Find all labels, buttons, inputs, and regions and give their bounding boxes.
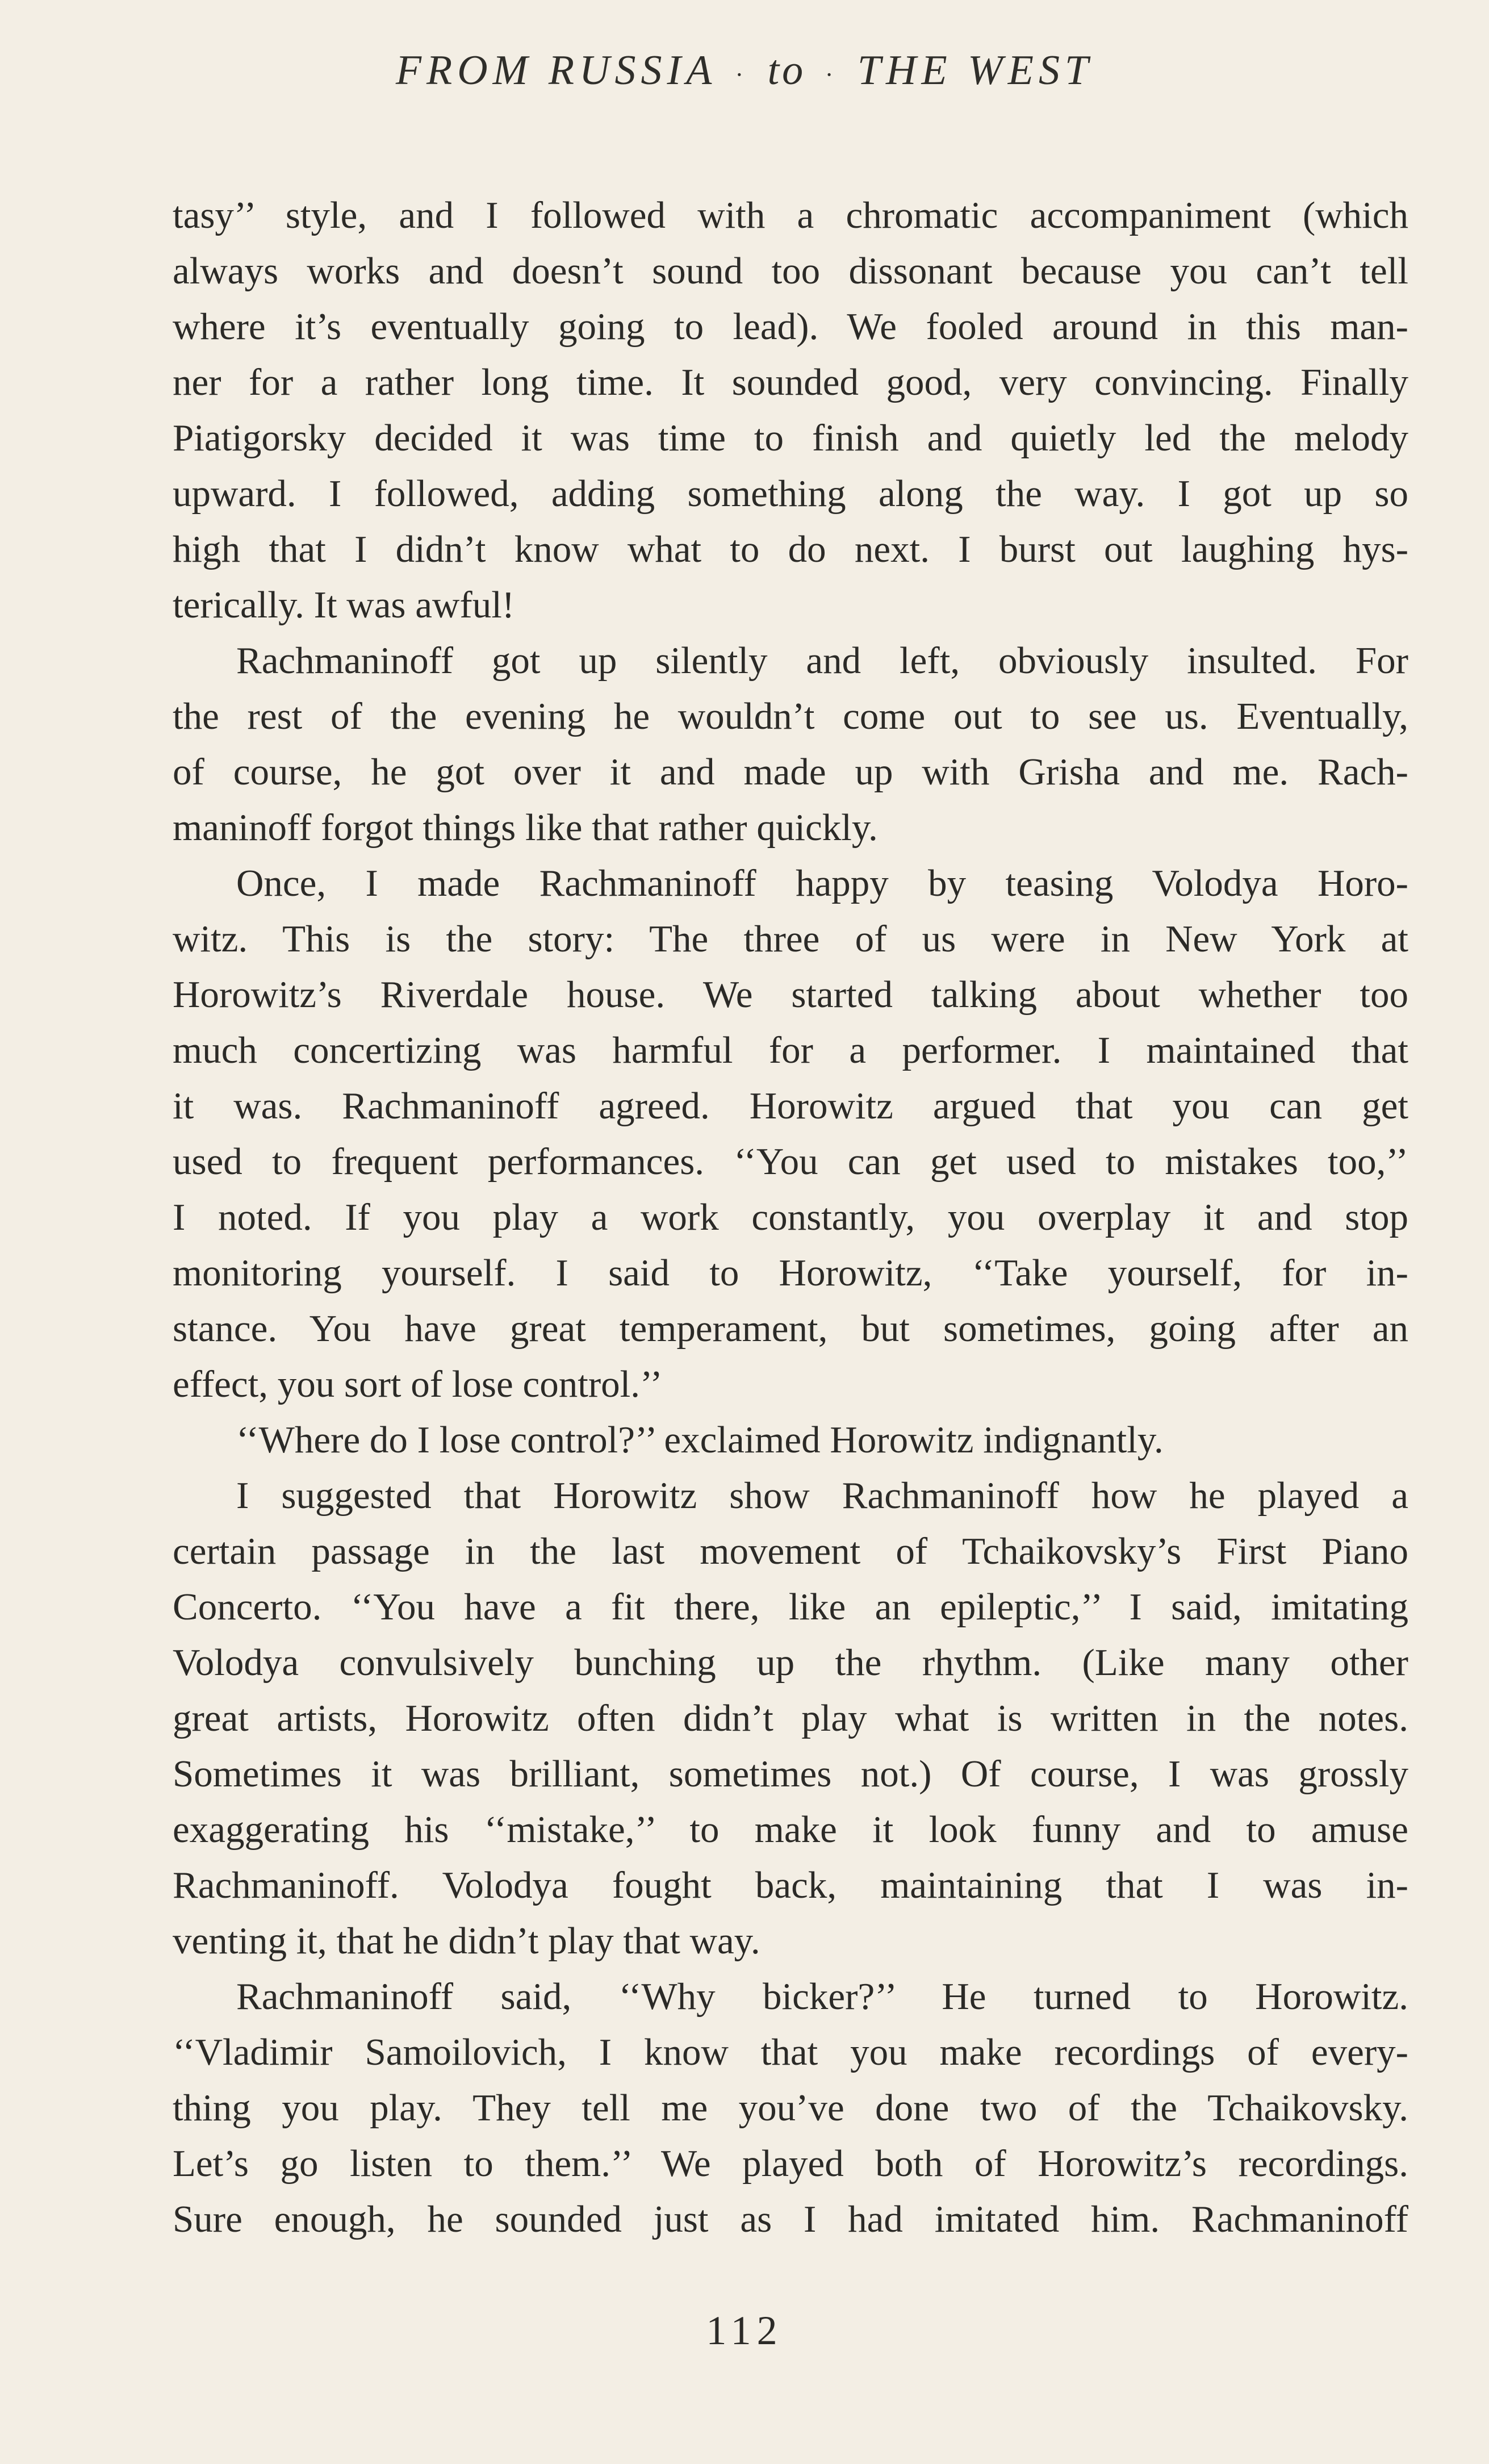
text-line: it was. Rachmaninoff agreed. Horowitz argued that you can get (173, 1085, 1408, 1127)
text-line: Volodya convulsively bunching up the rhythm. (Like many other (173, 1642, 1408, 1684)
text-line: Concerto. ‘‘You have a fit there, like an epileptic,’’ I said, imitating (173, 1586, 1408, 1628)
running-head-separator-2: · (825, 60, 839, 89)
text-line: monitoring yourself. I said to Horowitz, ‘‘Take yourself, for in- (173, 1252, 1408, 1294)
running-head-part-1: FROM RUSSIA (395, 47, 716, 94)
text-line: Sometimes it was brilliant, sometimes not.) Of course, I was grossly (173, 1753, 1408, 1795)
text-line: exaggerating his ‘‘mistake,’’ to make it look funny and to amuse (173, 1809, 1408, 1851)
text-line: ner for a rather long time. It sounded good, very convincing. Finally (173, 361, 1408, 403)
text-line: Sure enough, he sounded just as I had imitated him. Rachmaninoff (173, 2198, 1408, 2240)
text-line: Rachmaninoff. Volodya fought back, maintaining that I was in- (173, 1864, 1408, 1906)
text-line: used to frequent performances. ‘‘You can get used to mistakes too,’’ (173, 1141, 1408, 1183)
text-line: tasy’’ style, and I followed with a chromatic accompaniment (which (173, 194, 1408, 236)
running-head-part-3: THE WEST (857, 47, 1094, 94)
text-line: much concertizing was harmful for a performer. I maintained that (173, 1029, 1408, 1071)
text-line: high that I didn’t know what to do next. I burst out laughing hys- (173, 528, 1408, 570)
text-line: of course, he got over it and made up with Grisha and me. Rach- (173, 751, 1408, 793)
text-line: thing you play. They tell me you’ve done two of the Tchaikovsky. (173, 2087, 1408, 2129)
body-text (173, 187, 1408, 2247)
text-line: Once, I made Rachmaninoff happy by teasing Volodya Horo- (236, 862, 1408, 904)
text-line: effect, you sort of lose control.’’ (173, 1363, 663, 1405)
text-line: Horowitz’s Riverdale house. We started talking about whether too (173, 974, 1408, 1016)
text-line: maninoff forgot things like that rather quickly. (173, 807, 878, 849)
text-line: always works and doesn’t sound too dissonant because you can’t tell (173, 250, 1408, 292)
text-line: the rest of the evening he wouldn’t come out to see us. Eventually, (173, 695, 1408, 737)
running-head (0, 47, 1489, 95)
text-line: venting it, that he didn’t play that way. (173, 1920, 760, 1962)
running-head-part-2: to (767, 47, 806, 94)
text-line: certain passage in the last movement of Tchaikovsky’s First Piano (173, 1530, 1408, 1572)
text-line: Piatigorsky decided it was time to finish and quietly led the melody (173, 417, 1408, 459)
text-line: ‘‘Vladimir Samoilovich, I know that you make recordings of every- (173, 2031, 1408, 2073)
running-head-separator-1: · (735, 60, 749, 89)
text-line: terically. It was awful! (173, 584, 515, 626)
text-line: Rachmaninoff got up silently and left, obviously insulted. For (236, 640, 1408, 682)
text-line: stance. You have great temperament, but sometimes, going after an (173, 1308, 1408, 1350)
text-line: Let’s go listen to them.’’ We played both of Horowitz’s recordings. (173, 2143, 1408, 2185)
text-line: witz. This is the story: The three of us were in New York at (173, 918, 1408, 960)
text-line: I noted. If you play a work constantly, you overplay it and stop (173, 1196, 1408, 1238)
text-line: upward. I followed, adding something along the way. I got up so (173, 473, 1408, 515)
text-line: ‘‘Where do I lose control?’’ exclaimed Horowitz indignantly. (236, 1419, 1164, 1461)
text-line: Rachmaninoff said, ‘‘Why bicker?’’ He turned to Horowitz. (236, 1976, 1408, 2018)
page-number: 112 (706, 2308, 783, 2353)
text-line: where it’s eventually going to lead). We fooled around in this man- (173, 306, 1408, 348)
text-line: I suggested that Horowitz show Rachmaninoff how he played a (236, 1475, 1408, 1517)
text-line: great artists, Horowitz often didn’t play what is written in the notes. (173, 1697, 1408, 1739)
